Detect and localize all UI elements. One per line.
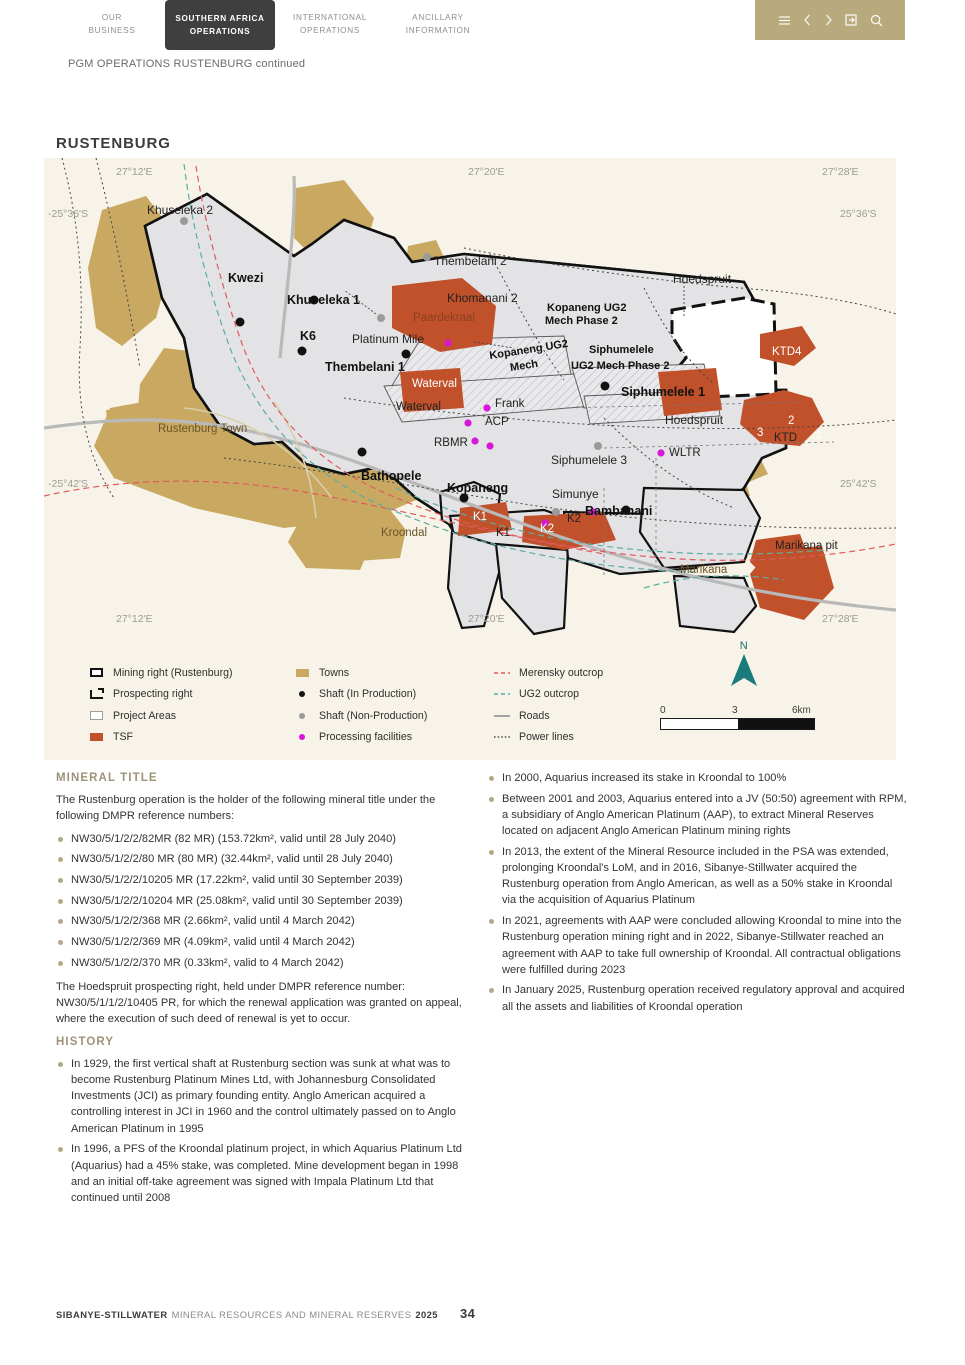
page-title: RUSTENBURG: [56, 135, 171, 152]
map-shaft-label-thembelani-1: Thembelani 1: [325, 360, 405, 374]
legend-item: [494, 684, 704, 706]
map-shaft-label-thembelani-2: Thembelani 2: [434, 254, 507, 268]
history-list-right: [487, 770, 907, 1015]
nav-tab-our-business[interactable]: [76, 0, 148, 48]
shaft-nonproduction-dot: [294, 713, 310, 719]
legend-item: [294, 727, 504, 749]
list-item: In 1929, the first vertical shaft at Rustenburg section was sunk at what was to become Rustenburg Platinum Mines Ltd, with Johannesburg Consolidated Investments (JCI) as primary founding entity. Anglo American acquired a controlling interest in JCI in 1960 and the control ultimately passed on to Anglo American Platinum in 1995: [56, 1056, 471, 1137]
map-project-label: Kopaneng UG2: [547, 302, 627, 314]
map-facility-label-k2: K2: [567, 513, 582, 525]
map-project-label: Mech: [509, 357, 539, 375]
coord-label: 27°28'E: [822, 613, 859, 625]
list-item: In 2021, agreements with AAP were concluded allowing Kroondal to mine into the Rustenburg operation mining right and in 2022, Sibanye-Stillwater reached an agreement with AAP to take full ownership of Kroondal. All contractual obligations were fulfilled during 2023: [487, 913, 907, 978]
mineral-title-heading: MINERAL TITLE: [56, 772, 158, 784]
coord-label: 27°12'E: [116, 613, 153, 625]
legend-label: Processing facilities: [319, 731, 413, 744]
map-tsf-label-marikana-pit: Marikana pit: [775, 540, 838, 552]
search-icon[interactable]: [870, 14, 883, 27]
list-item: NW30/5/1/2/2/10205 MR (17.22km², valid until 30 September 2039): [56, 872, 471, 888]
map-town-label-kroondal: Kroondal: [381, 527, 428, 539]
exit-icon[interactable]: [845, 14, 858, 26]
list-item: NW30/5/1/2/2/82MR (82 MR) (153.72km², valid until 28 July 2040): [56, 831, 471, 847]
legend-label: Roads: [519, 709, 550, 722]
map-town-label-rustenburg: Rustenburg Town: [158, 423, 248, 435]
list-item: NW30/5/1/2/2/369 MR (4.09km², valid until 4 March 2042): [56, 934, 471, 950]
right-text-column: [487, 770, 907, 1023]
roads-line: [494, 713, 510, 719]
coord-label: -25°36'S: [48, 208, 89, 220]
map-facility-label-frank: Frank: [495, 398, 525, 410]
legend-label: Shaft (Non-Production): [319, 709, 428, 722]
map-tsf-label-ktd3: 3: [757, 427, 764, 439]
next-icon[interactable]: [824, 14, 833, 26]
map-shaft-label-kopaneng: Kopaneng: [447, 481, 509, 495]
map-project-label: UG2 Mech Phase 2: [571, 360, 670, 372]
map-shaft-label-bambanani: Bambanani: [585, 504, 653, 518]
map-tsf-label-ktd4: KTD4: [772, 346, 802, 358]
map-tsf-label-k1: K1: [473, 511, 488, 523]
nav-tab-line2: OPERATIONS: [189, 27, 251, 36]
nav-tab-southern-africa-operations[interactable]: [165, 0, 275, 50]
breadcrumb: PGM OPERATIONS RUSTENBURG continued: [68, 58, 306, 70]
map-tsf-label-ktd2: 2: [788, 415, 795, 427]
map-scale-bar: [660, 705, 815, 730]
legend-label: Towns: [319, 666, 350, 679]
coord-label: 27°20'E: [468, 166, 505, 178]
tsf-swatch: [88, 733, 104, 741]
menu-icon[interactable]: [778, 15, 791, 26]
map-shaft-label-simunye: Simunye: [552, 487, 599, 501]
legend-label: Prospecting right: [113, 688, 193, 701]
map-facility-label-waterval: Waterval: [396, 401, 441, 413]
nav-tab-line2: BUSINESS: [88, 26, 136, 35]
map-shaft-label-siphumelele-1: Siphumelele 1: [621, 385, 706, 399]
list-item: In 2013, the extent of the Mineral Resource included in the PSA was extended, prolonging Kroondal's LoM, and in 2016, Sibanye-Stillwater acquired the Rustenburg operation from Anglo American, as well as a 50% stake in Kroondal via the acquisition of Aquarius Platinum: [487, 844, 907, 909]
map-facility-label-acp: ACP: [485, 416, 509, 428]
legend-label: Mining right (Rustenburg): [113, 666, 233, 679]
coord-label: 27°28'E: [822, 166, 859, 178]
legend-item: [294, 662, 504, 684]
prev-icon[interactable]: [803, 14, 812, 26]
history-list-left: [56, 1056, 471, 1206]
legend-label: Merensky outcrop: [519, 666, 604, 679]
legend-label: Shaft (In Production): [319, 688, 417, 701]
shaft-production-dot: [294, 691, 310, 697]
viewer-toolbar: [755, 0, 905, 40]
scale-tick-end: 6km: [792, 705, 811, 716]
legend-label: TSF: [113, 731, 134, 744]
coord-label: 27°12'E: [116, 166, 153, 178]
map-tsf-label-ktd: KTD: [774, 432, 797, 444]
nav-tab-line1: INTERNATIONAL: [293, 13, 367, 22]
nav-tab-line1: SOUTHERN AFRICA: [175, 14, 265, 23]
legend-column-2: [294, 662, 504, 748]
map-tsf-label-waterval: Waterval: [412, 378, 457, 390]
map-shaft-label-bathopele: Bathopele: [361, 469, 422, 483]
list-item: In 2000, Aquarius increased its stake in Kroondal to 100%: [487, 770, 907, 786]
map-project-label: Kopaneng UG2: [488, 337, 569, 363]
map-label-hoedspruit-pr: Hoedspruit: [673, 272, 732, 286]
towns-swatch: [294, 669, 310, 677]
nav-tab-line1: OUR: [101, 13, 123, 22]
map-shaft-label-khomanani-2: Khomanani 2: [447, 291, 518, 305]
footer-page-number: 34: [459, 1306, 476, 1321]
legend-item: [294, 684, 504, 706]
list-item: NW30/5/1/2/2/10204 MR (25.08km², valid until 30 September 2039): [56, 893, 471, 909]
scale-segment-white: [661, 719, 738, 729]
nav-tab-line1: ANCILLARY: [412, 13, 464, 22]
coord-label: 25°42'S: [840, 478, 877, 490]
merensky-outcrop-line: [494, 670, 510, 676]
map-facility-label-wltr: WLTR: [669, 447, 701, 459]
footer-year: 2025: [415, 1309, 438, 1320]
nav-tab-ancillary-information[interactable]: [390, 0, 486, 48]
power-lines-line: [494, 734, 510, 740]
list-item: NW30/5/1/2/2/370 MR (0.33km², valid to 4 March 2042): [56, 955, 471, 971]
legend-label: Power lines: [519, 731, 574, 744]
footer-middle: MINERAL RESOURCES AND MINERAL RESERVES: [171, 1309, 412, 1320]
prospecting-right-swatch: [88, 690, 104, 699]
ug2-outcrop-line: [494, 691, 510, 697]
map-shaft-label-siphumelele-3: Siphumelele 3: [551, 453, 628, 467]
footer-brand: SIBANYE-STILLWATER: [56, 1309, 168, 1320]
list-item: Between 2001 and 2003, Aquarius entered into a JV (50:50) agreement with RPM, a subsidiary of Anglo American Platinum (AAP), to extract Mineral Reserves located on adjacent Anglo American Platinum mining rights: [487, 791, 907, 840]
map-label-hoedspruit-tsf: Hoedspruit: [665, 413, 724, 427]
mining-right-swatch: [88, 668, 104, 677]
list-item: In 1996, a PFS of the Kroondal platinum project, in which Aquarius Platinum Ltd (Aquarius) had a 45% stake, was completed. Mine development began in 1998 and an initial off-take agreement was signed with Impala Platinum Ltd that continued until 2008: [56, 1141, 471, 1206]
map-facility-label-k1: K1: [496, 527, 511, 539]
map-town-label-marikana: Marikana: [680, 564, 728, 576]
map-shaft-label-khuseleka-1: Khuseleka 1: [287, 293, 360, 307]
north-arrow: [722, 640, 766, 692]
map-tsf-label-ktd1: 1: [816, 429, 823, 441]
mineral-title-list: [56, 831, 471, 971]
scale-tick-start: 0: [660, 705, 666, 716]
legend-item: [494, 662, 704, 684]
legend-item: [294, 705, 504, 727]
map-shaft-label-khuseleka-2: Khuseleka 2: [147, 203, 214, 217]
map-shaft-label-platinum-mile: Platinum Mile: [352, 332, 425, 346]
map-tsf-label-paardekraal: Paardekraal: [413, 312, 476, 324]
legend-label: Project Areas: [113, 709, 177, 722]
map-project-label: Siphumelele: [589, 344, 654, 356]
map-facility-label-rbmr: RBMR: [434, 437, 468, 449]
map-project-label: Mech Phase 2: [545, 315, 618, 327]
list-item: NW30/5/1/2/2/80 MR (80 MR) (32.44km², valid until 28 July 2040): [56, 851, 471, 867]
coord-label: 25°36'S: [840, 208, 877, 220]
map-shaft-label-k6: K6: [300, 329, 316, 343]
scale-segment-black: [738, 719, 815, 729]
coord-label: -25°42'S: [48, 478, 89, 490]
legend-label: UG2 outcrop: [519, 688, 580, 701]
map-shaft-label-kwezi: Kwezi: [228, 271, 264, 285]
left-text-column: [56, 770, 471, 1214]
list-item: In January 2025, Rustenburg operation received regulatory approval and acquired all the assets and liabilities of Kroondal operation: [487, 982, 907, 1014]
project-areas-swatch: [88, 711, 104, 720]
history-heading: HISTORY: [56, 1035, 115, 1048]
nav-tab-line2: OPERATIONS: [299, 26, 361, 35]
coord-label: 27°20'E: [468, 613, 505, 625]
map-tsf-label-k2: K2: [540, 523, 555, 535]
page-footer: [56, 1306, 916, 1321]
north-label: N: [739, 640, 749, 652]
mineral-title-closing: The Hoedspruit prospecting right, held under DMPR reference number: NW30/5/1/1/2/10405 PR, for which the renewal application was granted on appeal, where the execution of such deed of renewal is yet to occur.: [56, 981, 462, 1026]
list-item: NW30/5/1/2/2/368 MR (2.66km², valid until 4 March 2042): [56, 913, 471, 929]
top-navigation: [0, 0, 965, 48]
nav-tab-line2: INFORMATION: [405, 26, 471, 35]
scale-tick-mid: 3: [732, 705, 738, 716]
processing-facilities-dot: [294, 734, 310, 740]
mineral-title-intro: The Rustenburg operation is the holder of the following mineral title under the following DMPR reference numbers:: [56, 794, 436, 823]
nav-tab-international-operations[interactable]: [285, 0, 375, 48]
